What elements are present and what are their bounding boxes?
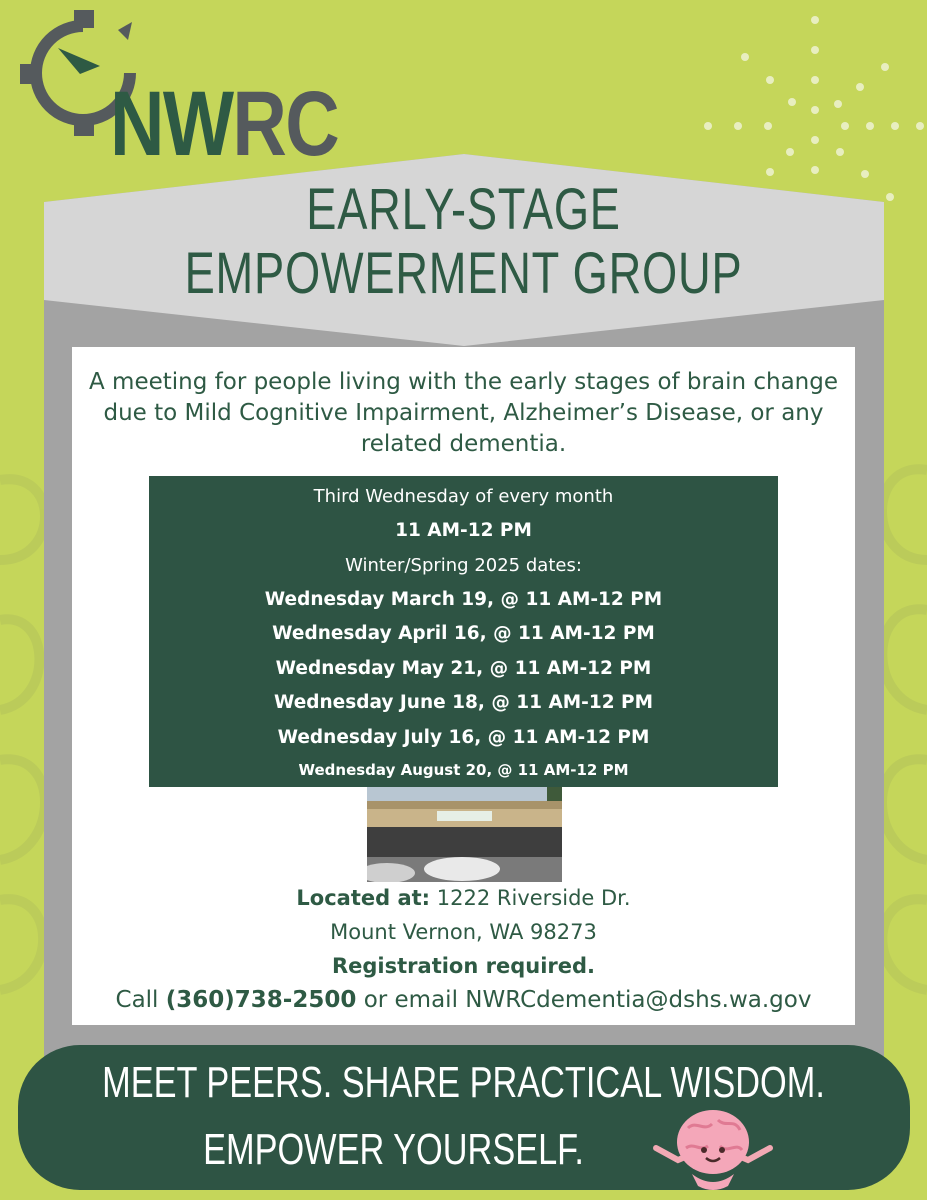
recurrence-text: Third Wednesday of every month <box>313 486 614 507</box>
street-address: 1222 Riverside Dr. <box>436 886 631 910</box>
email-prefix: or email <box>363 987 458 1013</box>
located-label: Located at: <box>296 886 431 910</box>
nwrc-logo <box>18 8 339 175</box>
city-address: Mount Vernon, WA 98273 <box>330 920 597 944</box>
registration-notice: Registration required. <box>331 954 596 978</box>
phone-number[interactable]: (360)738-2500 <box>165 987 357 1013</box>
building-photo <box>367 787 562 882</box>
date-item: Wednesday August 20, @ 11 AM-12 PM <box>298 761 629 779</box>
date-item: Wednesday March 19, @ 11 AM-12 PM <box>264 588 663 610</box>
location-info <box>72 881 855 1017</box>
brain-mascot-icon <box>648 1098 778 1198</box>
intro-text: A meeting for people living with the early stages of brain change due to Mild Cognitive Impairment, Alzheimer’s Disease, or any related dementia. <box>89 369 838 457</box>
date-item: Wednesday June 18, @ 11 AM-12 PM <box>273 692 654 713</box>
email-link[interactable]: NWRCdementia@dshs.wa.gov <box>465 987 812 1013</box>
call-prefix: Call <box>115 987 159 1013</box>
dates-heading: Winter/Spring 2025 dates: <box>345 554 582 576</box>
slogan-line-2: EMPOWER YOURSELF. <box>203 1125 584 1174</box>
slogan-line-1: MEET PEERS. SHARE PRACTICAL WISDOM. <box>102 1058 825 1107</box>
schedule-box <box>149 476 778 787</box>
date-item: Wednesday July 16, @ 11 AM-12 PM <box>277 726 650 748</box>
logo-wordmark: NWRC <box>110 73 339 175</box>
page-title: EARLY-STAGE EMPOWERMENT GROUP <box>184 177 743 306</box>
meeting-time: 11 AM-12 PM <box>395 520 532 541</box>
date-item: Wednesday April 16, @ 11 AM-12 PM <box>272 623 655 644</box>
date-item: Wednesday May 21, @ 11 AM-12 PM <box>275 657 652 679</box>
